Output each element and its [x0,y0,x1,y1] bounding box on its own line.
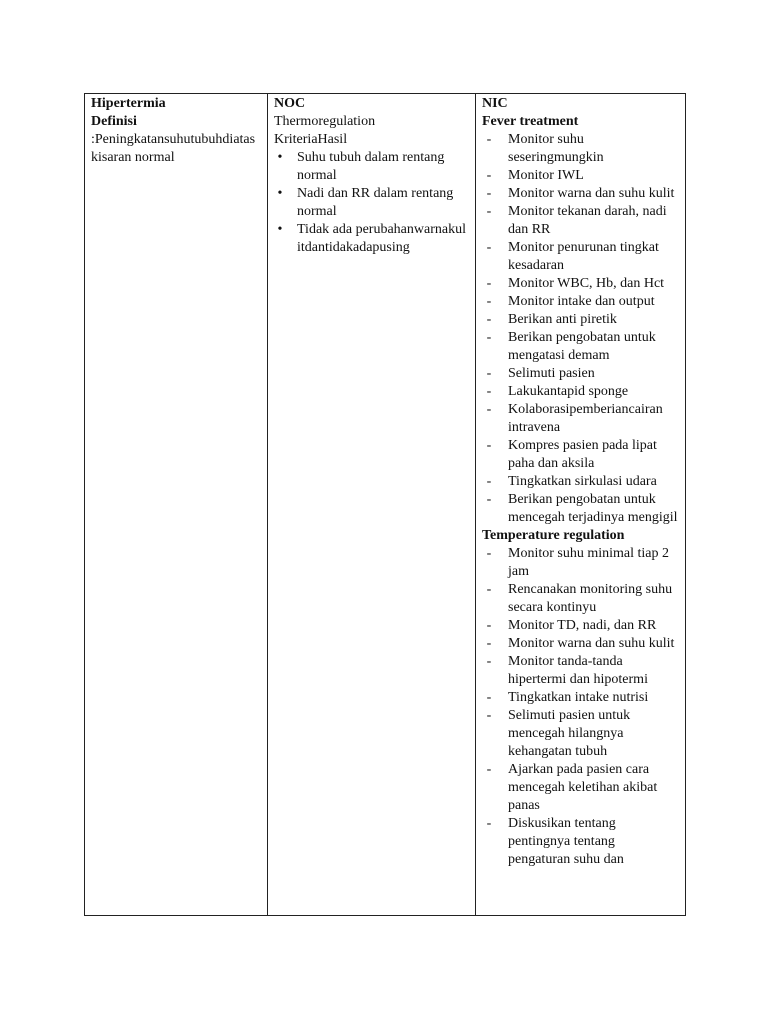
list-item [482,545,679,581]
dash-marker: - [486,384,492,399]
dash-marker: - [486,636,492,651]
list-item: • Suhu tubuh dalam rentang normal [274,149,469,185]
list-item-text: Tingkatkan sirkulasi udara [508,474,657,489]
list-item [482,329,679,365]
list-item [482,185,679,203]
list-item-text: Kompres pasien pada lipat paha dan aksila [508,438,657,471]
list-item [482,203,679,239]
diagnosis-column [85,94,268,915]
dash-marker: - [486,276,492,291]
list-item-text: Berikan pengobatan untuk mengatasi demam [508,330,656,363]
list-item [482,473,679,491]
list-item-text: Monitor tanda-tanda hipertermi dan hipotermi [508,654,648,687]
fever-treatment-heading: Fever treatment [482,114,579,129]
list-item [482,131,679,167]
definition-text: :Peningkatansuhutubuhdiataskisaran normal [91,132,256,165]
list-item [482,491,679,527]
list-item-text: Ajarkan pada pasien cara mencegah keletihan akibat panas [508,762,658,813]
dash-marker: - [486,816,492,831]
definition-label: Definisi [91,114,137,129]
dash-marker: - [486,762,492,777]
list-item-text: Tingkatkan intake nutrisi [508,690,649,705]
dash-marker: - [486,240,492,255]
list-item [482,275,679,293]
dash-marker: - [486,294,492,309]
list-item-text: Monitor IWL [508,168,584,183]
list-item [482,383,679,401]
dash-marker: - [486,546,492,561]
dash-marker: - [486,168,492,183]
diagnosis-heading: Hipertermia [91,96,166,111]
dash-marker: - [486,330,492,345]
list-item [482,815,679,869]
dash-marker: - [486,582,492,597]
list-item [482,437,679,473]
list-item [482,239,679,275]
dash-marker: - [486,708,492,723]
list-item: • Tidak ada perubahanwarnakulitdantidakadapusing [274,221,469,257]
list-item [482,689,679,707]
noc-heading: NOC [274,96,306,111]
dash-marker: - [486,474,492,489]
criteria-label: KriteriaHasil [274,132,348,147]
dash-marker: - [486,402,492,417]
list-item-text: Monitor suhu seseringmungkin [508,132,604,165]
list-item-text: Monitor TD, nadi, dan RR [508,618,657,633]
list-item-text: Selimuti pasien [508,366,595,381]
list-item [482,653,679,689]
noc-outcome: Thermoregulation [274,114,376,129]
temperature-regulation-list [482,545,679,869]
list-item [482,293,679,311]
list-item-text: Lakukantapid sponge [508,384,629,399]
list-item-text: Rencanakan monitoring suhu secara kontinyu [508,582,673,615]
dash-marker: - [486,654,492,669]
list-item [482,365,679,383]
dash-marker: - [486,492,492,507]
bullet-icon: • [277,222,283,237]
list-item [482,167,679,185]
list-item-text: Monitor intake dan output [508,294,655,309]
list-item: • Nadi dan RR dalam rentang normal [274,185,469,221]
list-item-text: Monitor penurunan tingkat kesadaran [508,240,659,273]
dash-marker: - [486,186,492,201]
criteria-list [274,149,469,257]
list-item-text: Monitor WBC, Hb, dan Hct [508,276,665,291]
nic-column [476,94,685,915]
list-item-text: Monitor tekanan darah, nadi dan RR [508,204,667,237]
dash-marker: - [486,690,492,705]
list-item-text: Selimuti pasien untuk mencegah hilangnya kehangatan tubuh [508,708,631,759]
list-item-text: Diskusikan tentang pentingnya tentang pengaturan suhu dan [508,816,624,867]
list-item-text: Berikan anti piretik [508,312,617,327]
list-item-text: Monitor warna dan suhu kulit [508,186,675,201]
dash-marker: - [486,204,492,219]
bullet-icon: • [277,186,283,201]
list-item [482,311,679,329]
nic-heading: NIC [482,96,508,111]
bullet-icon: • [277,150,283,165]
list-item [482,617,679,635]
list-item-text: Monitor warna dan suhu kulit [508,636,675,651]
list-item-text: Berikan pengobatan untuk mencegah terjadinya mengigil [508,492,678,525]
fever-treatment-list [482,131,679,527]
list-item-text: Monitor suhu minimal tiap 2 jam [508,546,669,579]
list-item [482,635,679,653]
list-item [482,761,679,815]
dash-marker: - [486,366,492,381]
noc-column [268,94,476,915]
dash-marker: - [486,312,492,327]
dash-marker: - [486,438,492,453]
temperature-regulation-heading: Temperature regulation [482,528,625,543]
dash-marker: - [486,132,492,147]
nursing-care-table [84,93,686,916]
list-item [482,401,679,437]
list-item-text: Kolaborasipemberiancairan intravena [508,402,663,435]
dash-marker: - [486,618,492,633]
list-item [482,581,679,617]
list-item [482,707,679,761]
